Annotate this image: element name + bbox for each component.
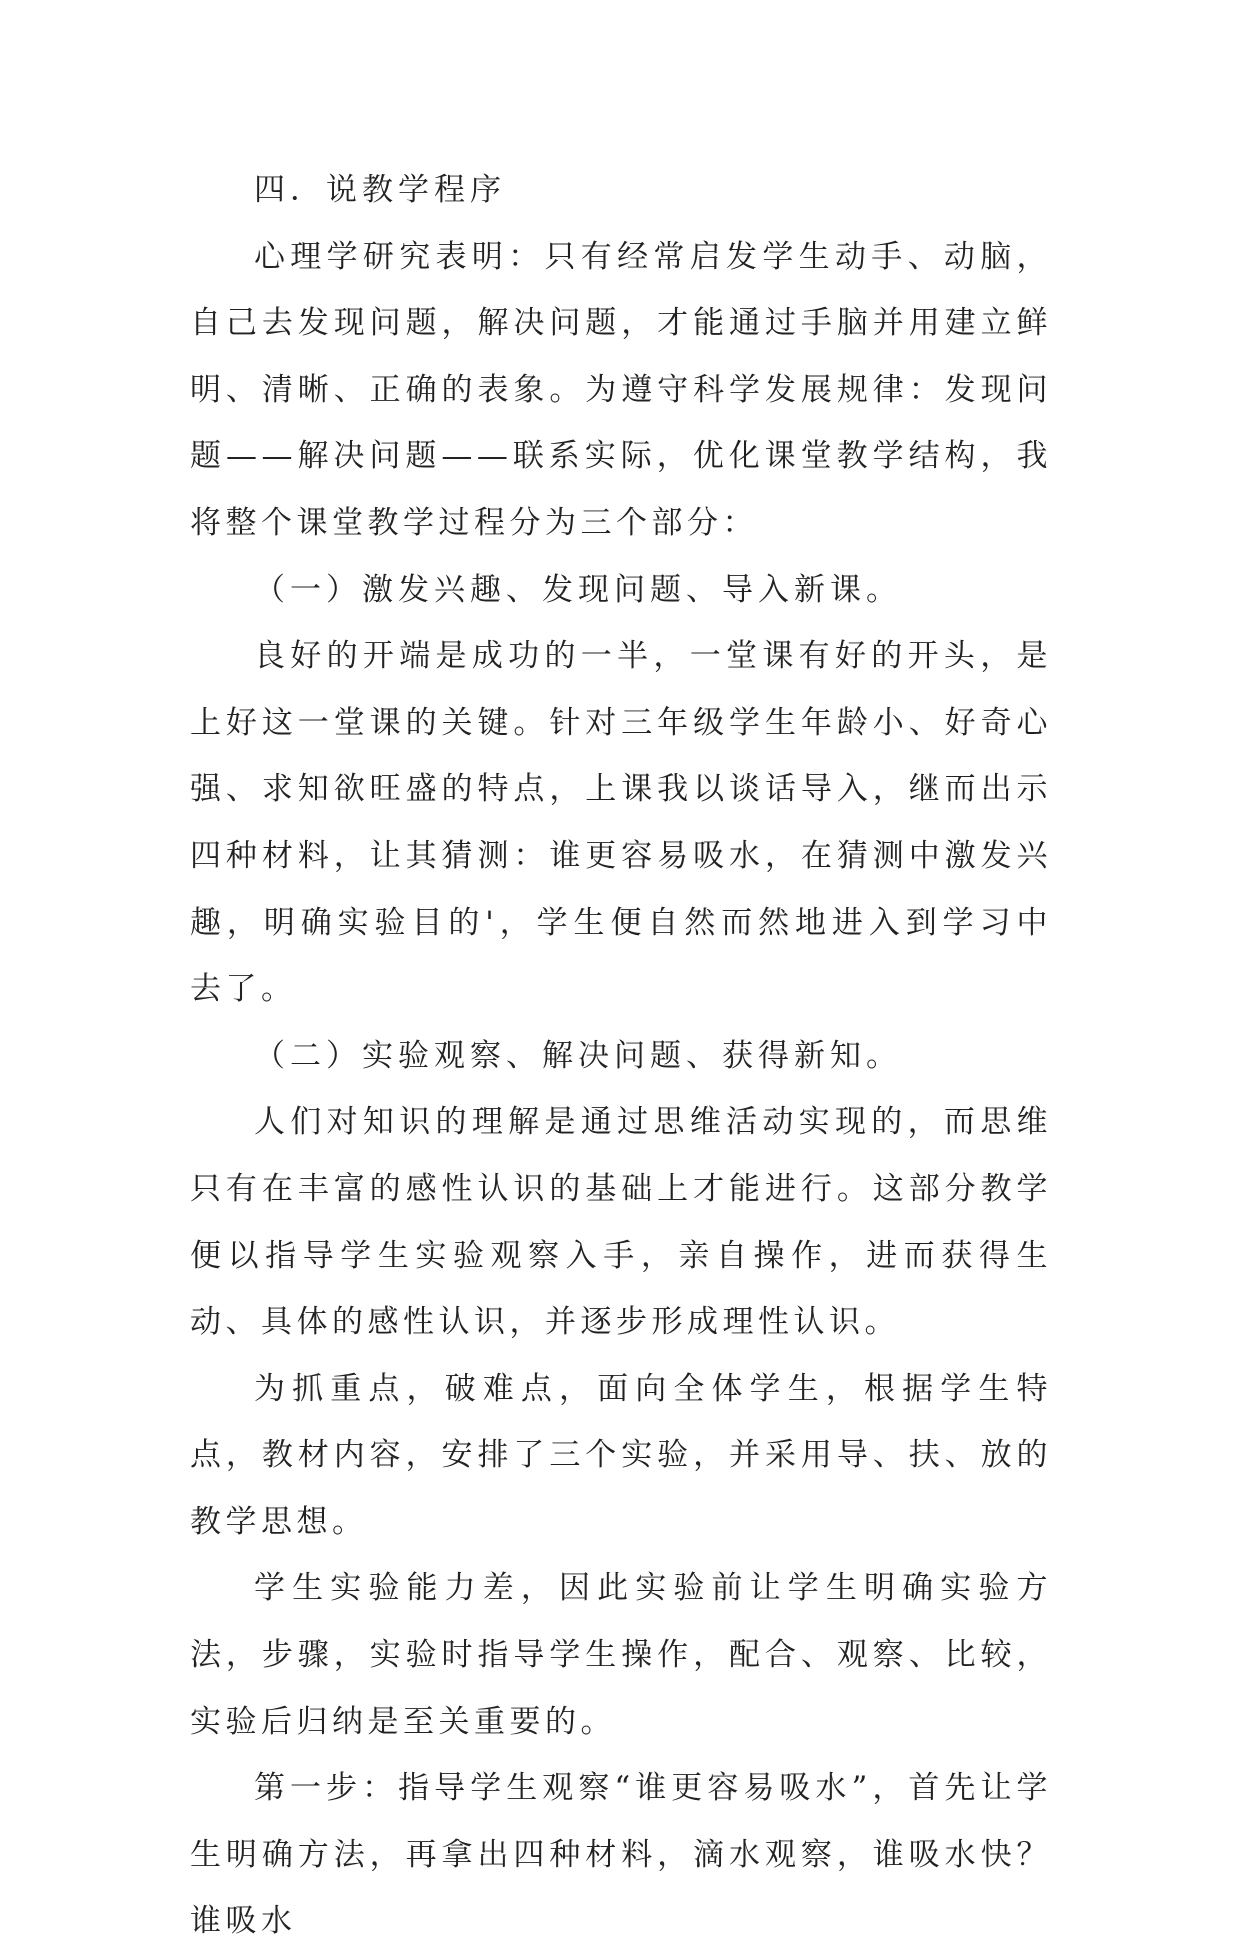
subsection-heading: （一）激发兴趣、发现问题、导入新课。 <box>254 571 902 608</box>
section-heading: 四．说教学程序 <box>254 172 506 208</box>
paragraph: 人们对知识的理解是通过思维活动实现的，而思维只有在丰富的感性认识的基础上才能进行。这部分教学便以指导学生实验观察入手，亲自操作，进而获得生动、具体的感性认识，并逐步形成理性认识。 <box>190 1104 1052 1341</box>
paragraph: 第一步：指导学生观察“谁更容易吸水”，首先让学生明确方法，再拿出四种材料，滴水观察，谁吸水快？谁吸水 <box>190 1770 1052 1940</box>
subsection-heading: （二）实验观察、解决问题、获得新知。 <box>254 1037 902 1074</box>
paragraph: 为抓重点，破难点，面向全体学生，根据学生特点，教材内容，安排了三个实验，并采用导、扶、放的教学思想。 <box>190 1370 1052 1540</box>
document-body <box>190 157 1052 1955</box>
paragraph: 学生实验能力差，因此实验前让学生明确实验方法，步骤，实验时指导学生操作，配合、观察、比较，实验后归纳是至关重要的。 <box>190 1570 1052 1740</box>
paragraph: 良好的开端是成功的一半，一堂课有好的开头，是上好这一堂课的关键。针对三年级学生年龄小、好奇心强、求知欲旺盛的特点，上课我以谈话导入，继而出示四种材料，让其猜测：谁更容易吸水，在猜测中激发兴趣，明确实验目的'，学生便自然而然地进入到学习中去了。 <box>190 638 1052 1008</box>
paragraph: 心理学研究表明：只有经常启发学生动手、动脑，自己去发现问题，解决问题，才能通过手脑并用建立鲜明、清晰、正确的表象。为遵守科学发展规律：发现问题——解决问题——联系实际，优化课堂教学结构，我将整个课堂教学过程分为三个部分： <box>190 238 1052 541</box>
